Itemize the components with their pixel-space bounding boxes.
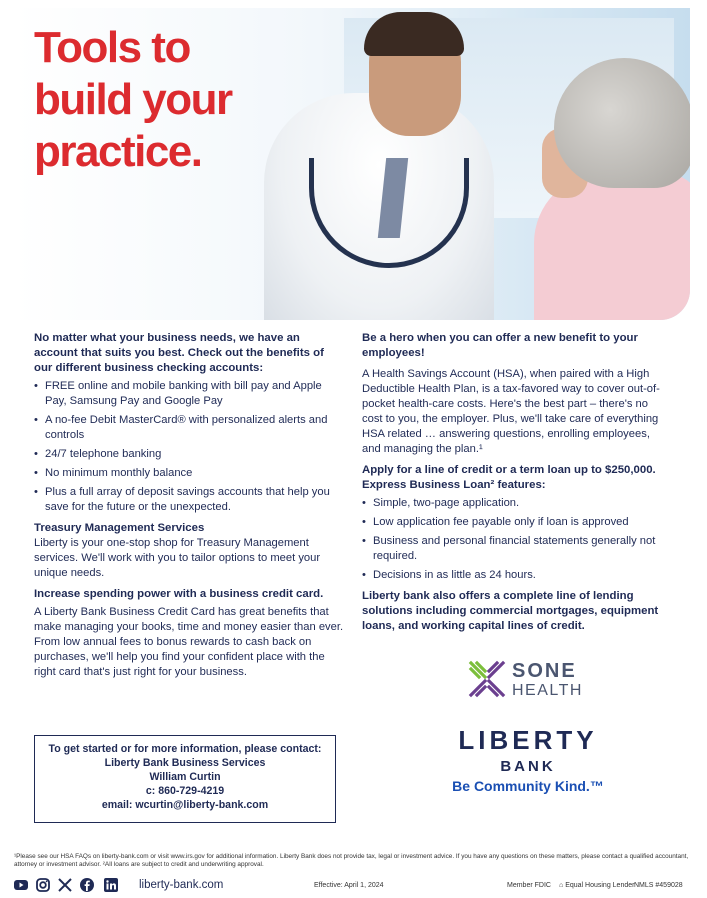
headline-line-3: practice. (34, 127, 202, 176)
equal-housing-lender (559, 882, 634, 889)
list-item: • A no-fee Debit MasterCard® with personalized alerts and controls (34, 413, 344, 443)
list-item: • Simple, two-page application. (362, 496, 662, 511)
contact-box (34, 735, 336, 823)
contact-email[interactable]: email: wcurtin@liberty-bank.com (101, 799, 269, 811)
list-item: • Decisions in as little as 24 hours. (362, 568, 662, 583)
lending-text: Liberty bank also offers a complete line of lending solutions including commercial mortgages, equipment loans, and working capital lines of credit. (362, 590, 659, 632)
contact-intro: To get started or for more information, please contact: (48, 743, 322, 755)
equal-housing-label: Equal Housing Lender (565, 882, 635, 889)
footnote: ¹Please see our HSA FAQs on liberty-bank.com or visit www.irs.gov for additional information. Liberty Bank does not provide tax, legal or investment advice. If you have any questions on these matters, please contact a qualified accountant, attorney or investment advisor. ²All loans are subject to credit and underwriting approval. (14, 853, 689, 868)
contact-department: Liberty Bank Business Services (104, 757, 266, 769)
headline (34, 22, 294, 178)
treasury-heading: Treasury Management Services (34, 522, 205, 534)
credit-body: A Liberty Bank Business Credit Card has great benefits that make managing your books, time and money easier than ever. From low annual fees to bonus rewards to cash back on purchases, we'll help you find your confident place with the right card that's just right for your business. (34, 606, 344, 678)
liberty-tagline: Be Community Kind.™ (452, 778, 604, 794)
member-fdic: Member FDIC (507, 882, 551, 889)
website-link[interactable]: liberty-bank.com (139, 879, 224, 891)
list-item: • Plus a full array of deposit savings accounts that help you save for the future or the unexpected. (34, 485, 344, 515)
list-item: • FREE online and mobile banking with bill pay and Apple Pay, Samsung Pay and Google Pay (34, 379, 344, 409)
instagram-icon[interactable] (36, 878, 50, 892)
effective-date: Effective: April 1, 2024 (314, 882, 384, 889)
list-item: • 24/7 telephone banking (34, 447, 344, 462)
credit-heading: Increase spending power with a business credit card. (34, 588, 324, 600)
sone-subtitle: HEALTH (512, 682, 583, 699)
left-column (34, 331, 344, 686)
nmls-number: NMLS #459028 (634, 882, 683, 889)
headline-line-2: build your (34, 75, 232, 124)
patient-hair (554, 58, 690, 188)
footer (14, 878, 694, 894)
list-item: • Low application fee payable only if loan is approved (362, 515, 662, 530)
checking-benefits-list (34, 379, 344, 515)
sone-wordmark: SONE (512, 660, 577, 682)
list-item: • Business and personal financial statements generally not required. (362, 534, 662, 564)
x-icon[interactable] (58, 878, 72, 892)
liberty-word: LIBERTY (458, 725, 598, 755)
sone-health-icon (468, 660, 506, 698)
sone-health-logo (468, 658, 588, 702)
liberty-bank-logo (448, 725, 608, 794)
list-item: • No minimum monthly balance (34, 466, 344, 481)
liberty-wordmark (448, 725, 608, 756)
loan-heading: Apply for a line of credit or a term loan up to $250,000. Express Business Loan² features: (362, 464, 656, 491)
equal-housing-icon: ⌂ (559, 882, 564, 889)
youtube-icon[interactable] (14, 878, 28, 892)
loan-features-list (362, 496, 662, 583)
doctor-hair (364, 12, 464, 56)
linkedin-icon[interactable] (104, 878, 118, 892)
treasury-body: Liberty is your one-stop shop for Treasury Management services. We'll work with you to tailor options to meet your unique needs. (34, 537, 321, 579)
right-column (362, 331, 662, 634)
contact-name: William Curtin (149, 771, 221, 783)
hsa-body: A Health Savings Account (HSA), when paired with a High Deductible Health Plan, is a tax-favored way to cover out-of-pocket health-care costs. Here's the best part – there's no cost to you, the employer. Plus, we'll take care of everything HSA related … answering questions, enrolling employees, and managing the plan.¹ (362, 368, 660, 455)
checking-intro: No matter what your business needs, we have an account that suits you best. Check out the benefits of our different business checking accounts: (34, 332, 324, 374)
contact-phone[interactable]: c: 860-729-4219 (145, 785, 225, 797)
facebook-icon[interactable] (80, 878, 94, 892)
hsa-heading: Be a hero when you can offer a new benefit to your employees! (362, 332, 638, 359)
liberty-bank-label: BANK (500, 758, 556, 775)
headline-line-1: Tools to (34, 23, 190, 72)
